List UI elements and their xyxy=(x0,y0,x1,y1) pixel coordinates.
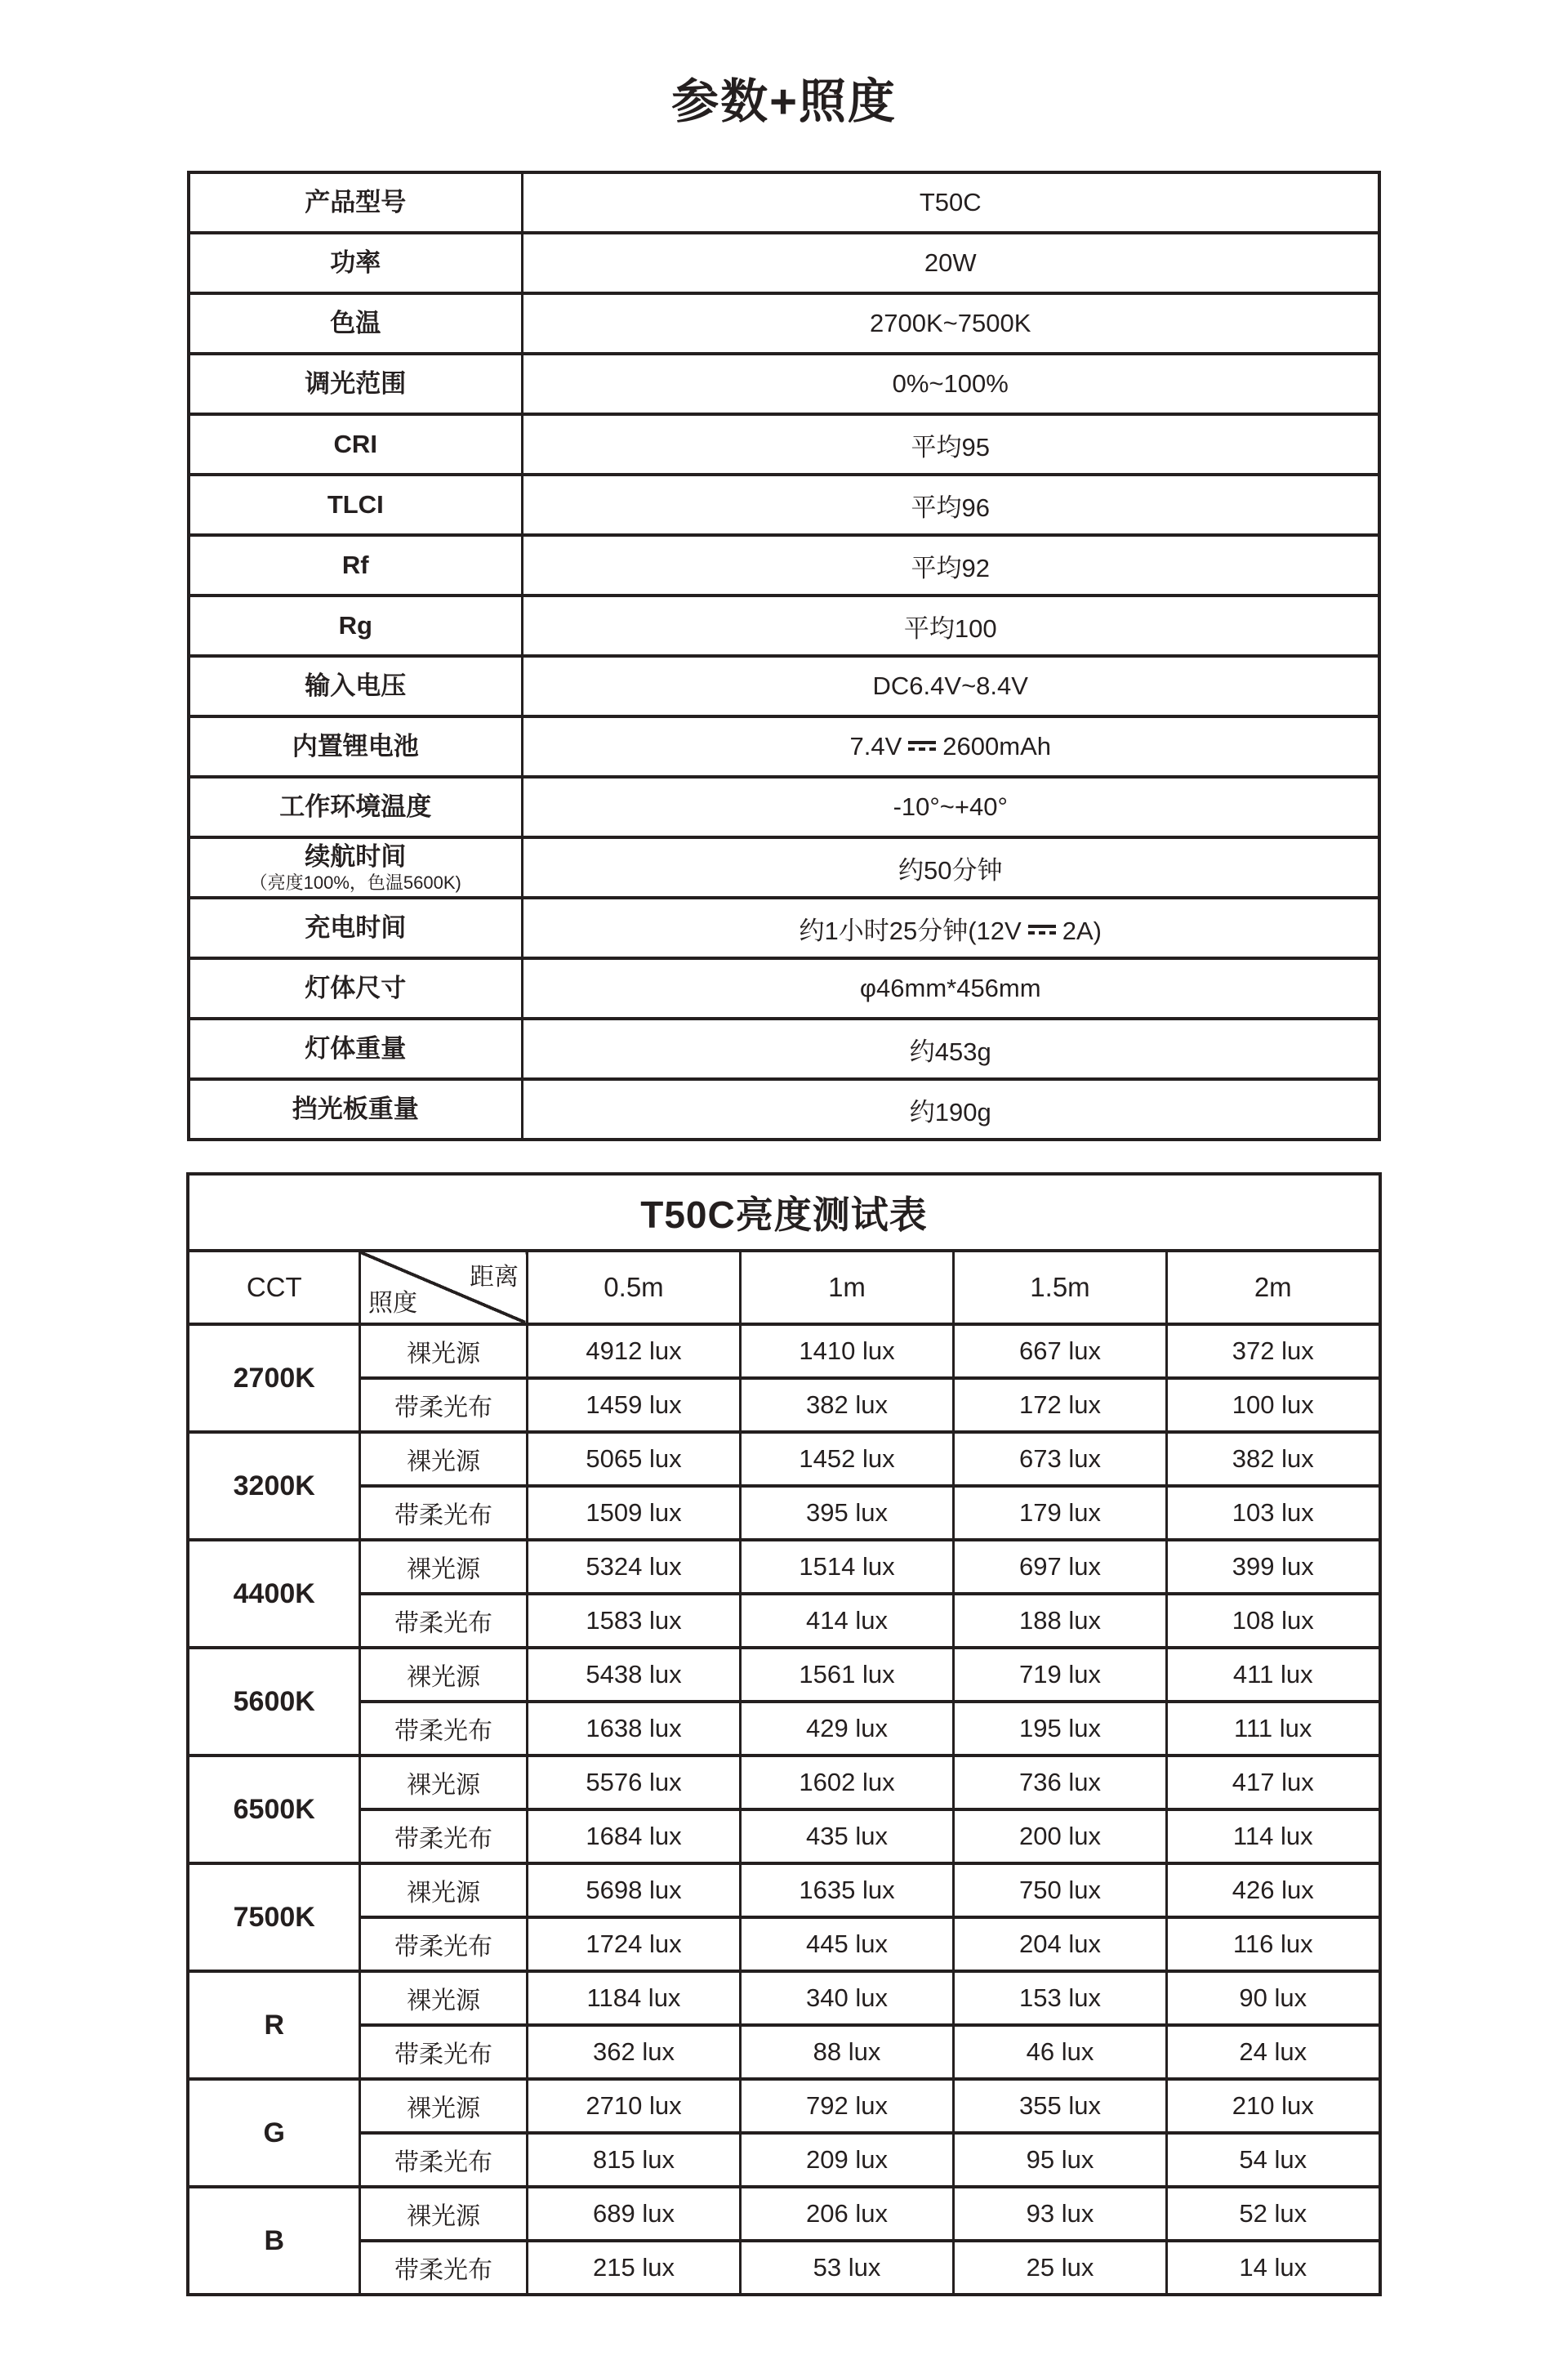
brightness-row-bare xyxy=(188,1432,1379,1486)
lux-value: 1583 lux xyxy=(527,1594,740,1648)
distance-header: 1.5m xyxy=(953,1251,1166,1324)
spec-value-cell: 约453g xyxy=(522,1019,1379,1079)
lux-value: 689 lux xyxy=(527,2187,740,2241)
spec-value-cell: 0%~100% xyxy=(522,354,1379,414)
spec-row xyxy=(189,1019,1379,1079)
cct-label: 3200K xyxy=(188,1432,359,1540)
spec-value-cell: 7.4V 2600mAh xyxy=(522,716,1379,777)
brightness-table-title-row xyxy=(188,1174,1379,1251)
source-type-label: 裸光源 xyxy=(359,1863,527,1917)
lux-value: 395 lux xyxy=(740,1486,953,1540)
spec-row xyxy=(189,716,1379,777)
source-type-label: 裸光源 xyxy=(359,1324,527,1378)
spec-label-text: 工作环境温度 xyxy=(279,792,432,822)
spec-label-text: 输入电压 xyxy=(305,671,407,701)
lux-value: 1635 lux xyxy=(740,1863,953,1917)
lux-value: 153 lux xyxy=(953,1971,1166,2025)
lux-value: 736 lux xyxy=(953,1756,1166,1809)
spec-value-cell: 约1小时25分钟(12V 2A) xyxy=(522,898,1379,958)
spec-row xyxy=(189,293,1379,354)
brightness-table xyxy=(186,1172,1381,2296)
spec-label-cell xyxy=(189,172,522,233)
spec-row xyxy=(189,837,1379,898)
spec-value-cell: 平均95 xyxy=(522,414,1379,475)
lux-value: 172 lux xyxy=(953,1378,1166,1432)
lux-value: 5324 lux xyxy=(527,1540,740,1594)
lux-value: 103 lux xyxy=(1166,1486,1379,1540)
lux-value: 116 lux xyxy=(1166,1917,1379,1971)
lux-value: 90 lux xyxy=(1166,1971,1379,2025)
spec-value-cell: 平均96 xyxy=(522,475,1379,535)
spec-row xyxy=(189,1079,1379,1140)
lux-value: 1638 lux xyxy=(527,1702,740,1756)
spec-value-cell: T50C xyxy=(522,172,1379,233)
cct-label: 4400K xyxy=(188,1540,359,1648)
lux-value: 210 lux xyxy=(1166,2079,1379,2133)
lux-value: 792 lux xyxy=(740,2079,953,2133)
cct-label: 2700K xyxy=(188,1324,359,1432)
lux-value: 417 lux xyxy=(1166,1756,1379,1809)
brightness-row-soft xyxy=(188,1594,1379,1648)
lux-value: 2710 lux xyxy=(527,2079,740,2133)
spec-row xyxy=(189,898,1379,958)
spec-label-cell xyxy=(189,475,522,535)
lux-value: 355 lux xyxy=(953,2079,1166,2133)
brightness-table-header-row xyxy=(188,1251,1379,1324)
spec-value-cell: 2700K~7500K xyxy=(522,293,1379,354)
spec-label-cell xyxy=(189,596,522,656)
lux-value: 204 lux xyxy=(953,1917,1166,1971)
page-title: 参数+照度 xyxy=(671,75,897,128)
spec-row xyxy=(189,172,1379,233)
lux-value: 750 lux xyxy=(953,1863,1166,1917)
lux-value: 53 lux xyxy=(740,2241,953,2295)
spec-label-text: 产品型号 xyxy=(305,188,407,217)
spec-value-cell: 平均92 xyxy=(522,535,1379,596)
brightness-row-bare xyxy=(188,2079,1379,2133)
spec-value-cell: DC6.4V~8.4V xyxy=(522,656,1379,716)
diagonal-header-cell xyxy=(359,1251,527,1324)
lux-value: 382 lux xyxy=(1166,1432,1379,1486)
lux-value: 667 lux xyxy=(953,1324,1166,1378)
distance-header: 0.5m xyxy=(527,1251,740,1324)
lux-value: 5576 lux xyxy=(527,1756,740,1809)
source-type-label: 带柔光布 xyxy=(359,1378,527,1432)
spec-value-cell: φ46mm*456mm xyxy=(522,958,1379,1019)
dc-symbol-icon xyxy=(1027,922,1058,937)
lux-value: 188 lux xyxy=(953,1594,1166,1648)
lux-value: 54 lux xyxy=(1166,2133,1379,2187)
lux-value: 1410 lux xyxy=(740,1324,953,1378)
cct-label: 5600K xyxy=(188,1648,359,1756)
spec-row xyxy=(189,656,1379,716)
source-type-label: 带柔光布 xyxy=(359,1809,527,1863)
spec-label-cell xyxy=(189,293,522,354)
source-type-label: 裸光源 xyxy=(359,2079,527,2133)
cct-label: 7500K xyxy=(188,1863,359,1971)
brightness-row-soft xyxy=(188,1917,1379,1971)
cct-column-header: CCT xyxy=(188,1251,359,1324)
cct-label: G xyxy=(188,2079,359,2187)
brightness-row-bare xyxy=(188,2187,1379,2241)
diagonal-header-distance-label: 距离 xyxy=(469,1264,519,1291)
spec-label-cell xyxy=(189,656,522,716)
spec-label-cell xyxy=(189,716,522,777)
lux-value: 179 lux xyxy=(953,1486,1166,1540)
spec-label-text: 调光范围 xyxy=(305,369,407,399)
lux-value: 429 lux xyxy=(740,1702,953,1756)
source-type-label: 带柔光布 xyxy=(359,1486,527,1540)
lux-value: 25 lux xyxy=(953,2241,1166,2295)
lux-value: 1561 lux xyxy=(740,1648,953,1702)
spec-label-text: Rf xyxy=(341,551,369,580)
diagonal-header-illuminance-label: 照度 xyxy=(368,1290,417,1317)
lux-value: 426 lux xyxy=(1166,1863,1379,1917)
lux-value: 114 lux xyxy=(1166,1809,1379,1863)
cct-label: R xyxy=(188,1971,359,2079)
lux-value: 215 lux xyxy=(527,2241,740,2295)
spec-row xyxy=(189,354,1379,414)
lux-value: 399 lux xyxy=(1166,1540,1379,1594)
source-type-label: 带柔光布 xyxy=(359,2025,527,2079)
lux-value: 108 lux xyxy=(1166,1594,1379,1648)
lux-value: 445 lux xyxy=(740,1917,953,1971)
lux-value: 209 lux xyxy=(740,2133,953,2187)
lux-value: 414 lux xyxy=(740,1594,953,1648)
lux-value: 1459 lux xyxy=(527,1378,740,1432)
lux-value: 195 lux xyxy=(953,1702,1166,1756)
distance-header: 1m xyxy=(740,1251,953,1324)
spec-label-cell xyxy=(189,535,522,596)
brightness-row-bare xyxy=(188,1648,1379,1702)
lux-value: 52 lux xyxy=(1166,2187,1379,2241)
spec-label-cell xyxy=(189,958,522,1019)
cct-label: 6500K xyxy=(188,1756,359,1863)
spec-label-cell xyxy=(189,1079,522,1140)
spec-row xyxy=(189,596,1379,656)
spec-row xyxy=(189,777,1379,837)
lux-value: 4912 lux xyxy=(527,1324,740,1378)
source-type-label: 带柔光布 xyxy=(359,1594,527,1648)
spec-label-text: 续航时间 xyxy=(305,841,407,871)
lux-value: 435 lux xyxy=(740,1809,953,1863)
source-type-label: 带柔光布 xyxy=(359,1917,527,1971)
brightness-row-bare xyxy=(188,1863,1379,1917)
lux-value: 24 lux xyxy=(1166,2025,1379,2079)
lux-value: 1452 lux xyxy=(740,1432,953,1486)
source-type-label: 带柔光布 xyxy=(359,2241,527,2295)
lux-value: 372 lux xyxy=(1166,1324,1379,1378)
lux-value: 111 lux xyxy=(1166,1702,1379,1756)
spec-label-text: 挡光板重量 xyxy=(292,1095,419,1124)
lux-value: 1509 lux xyxy=(527,1486,740,1540)
lux-value: 673 lux xyxy=(953,1432,1166,1486)
spec-value-cell: 20W xyxy=(522,233,1379,293)
spec-label-text: 充电时间 xyxy=(305,913,407,943)
distance-header: 2m xyxy=(1166,1251,1379,1324)
lux-value: 697 lux xyxy=(953,1540,1166,1594)
source-type-label: 裸光源 xyxy=(359,1432,527,1486)
spec-row xyxy=(189,958,1379,1019)
spec-label-cell xyxy=(189,837,522,898)
lux-value: 411 lux xyxy=(1166,1648,1379,1702)
lux-value: 1514 lux xyxy=(740,1540,953,1594)
spec-label-text: 内置锂电池 xyxy=(292,732,419,761)
brightness-row-bare xyxy=(188,1971,1379,2025)
cct-label: B xyxy=(188,2187,359,2295)
spec-label-cell xyxy=(189,354,522,414)
brightness-row-bare xyxy=(188,1756,1379,1809)
brightness-table-title: T50C亮度测试表 xyxy=(188,1174,1379,1251)
dc-symbol-icon xyxy=(906,738,938,753)
source-type-label: 裸光源 xyxy=(359,1540,527,1594)
lux-value: 5065 lux xyxy=(527,1432,740,1486)
brightness-row-soft xyxy=(188,1809,1379,1863)
spec-value-cell: 约190g xyxy=(522,1079,1379,1140)
spec-label-cell xyxy=(189,414,522,475)
spec-label-cell xyxy=(189,777,522,837)
spec-label-cell xyxy=(189,233,522,293)
brightness-row-soft xyxy=(188,1702,1379,1756)
spec-label-cell xyxy=(189,898,522,958)
lux-value: 206 lux xyxy=(740,2187,953,2241)
spec-label-text: 灯体重量 xyxy=(305,1034,407,1064)
source-type-label: 裸光源 xyxy=(359,1648,527,1702)
spec-value-cell: 约50分钟 xyxy=(522,837,1379,898)
lux-value: 382 lux xyxy=(740,1378,953,1432)
source-type-label: 裸光源 xyxy=(359,1971,527,2025)
source-type-label: 带柔光布 xyxy=(359,2133,527,2187)
lux-value: 93 lux xyxy=(953,2187,1166,2241)
spec-row xyxy=(189,414,1379,475)
brightness-row-soft xyxy=(188,2241,1379,2295)
brightness-row-soft xyxy=(188,1378,1379,1432)
brightness-row-soft xyxy=(188,2133,1379,2187)
spec-label-text: CRI xyxy=(333,430,377,459)
lux-value: 5698 lux xyxy=(527,1863,740,1917)
lux-value: 14 lux xyxy=(1166,2241,1379,2295)
lux-value: 5438 lux xyxy=(527,1648,740,1702)
spec-row xyxy=(189,233,1379,293)
lux-value: 815 lux xyxy=(527,2133,740,2187)
spec-table xyxy=(187,171,1381,1141)
spec-value-cell: 平均100 xyxy=(522,596,1379,656)
spec-value-cell: -10°~+40° xyxy=(522,777,1379,837)
lux-value: 100 lux xyxy=(1166,1378,1379,1432)
lux-value: 1184 lux xyxy=(527,1971,740,2025)
brightness-row-soft xyxy=(188,1486,1379,1540)
spec-label-text: Rg xyxy=(338,611,372,640)
brightness-row-bare xyxy=(188,1324,1379,1378)
spec-label-note: （亮度100%，色温5600K) xyxy=(249,872,461,894)
lux-value: 1724 lux xyxy=(527,1917,740,1971)
lux-value: 95 lux xyxy=(953,2133,1166,2187)
spec-label-cell xyxy=(189,1019,522,1079)
source-type-label: 裸光源 xyxy=(359,2187,527,2241)
spec-label-text: 功率 xyxy=(330,248,381,278)
lux-value: 88 lux xyxy=(740,2025,953,2079)
lux-value: 340 lux xyxy=(740,1971,953,2025)
lux-value: 1684 lux xyxy=(527,1809,740,1863)
brightness-row-bare xyxy=(188,1540,1379,1594)
spec-label-text: TLCI xyxy=(327,490,384,520)
lux-value: 200 lux xyxy=(953,1809,1166,1863)
lux-value: 46 lux xyxy=(953,2025,1166,2079)
brightness-row-soft xyxy=(188,2025,1379,2079)
spec-label-text: 色温 xyxy=(330,309,381,338)
spec-label-text: 灯体尺寸 xyxy=(305,974,407,1003)
source-type-label: 裸光源 xyxy=(359,1756,527,1809)
source-type-label: 带柔光布 xyxy=(359,1702,527,1756)
lux-value: 362 lux xyxy=(527,2025,740,2079)
lux-value: 719 lux xyxy=(953,1648,1166,1702)
spec-row xyxy=(189,535,1379,596)
spec-row xyxy=(189,475,1379,535)
lux-value: 1602 lux xyxy=(740,1756,953,1809)
